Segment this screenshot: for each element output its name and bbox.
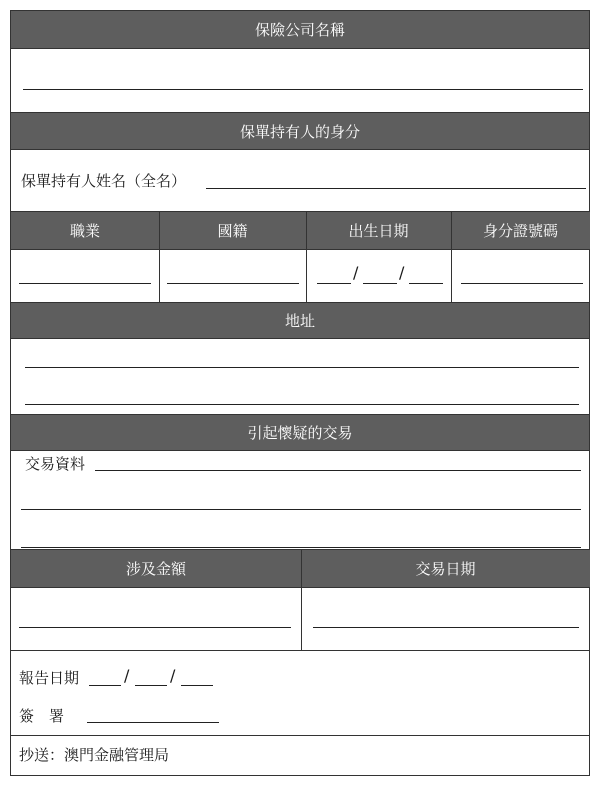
col-divider [451,212,452,302]
col-birthdate-header: 出生日期 [306,212,451,249]
cc-label: 抄送：澳門金融管理局 [19,746,170,764]
row-divider [11,249,589,250]
signature-field[interactable] [87,722,219,723]
birth-year-field[interactable] [409,283,443,284]
id-number-field[interactable] [461,283,583,284]
policyholder-header: 保單持有人的身分 [11,112,589,150]
date-slash: / [399,263,405,282]
insurer-name-line[interactable] [23,89,583,90]
date-slash: / [124,666,130,685]
address-line-1[interactable] [25,367,579,368]
policyholder-name-line[interactable] [206,188,586,189]
col-id-number-header: 身分證號碼 [451,212,590,249]
report-month-field[interactable] [135,685,167,686]
report-year-field[interactable] [181,685,213,686]
form-frame [10,10,590,776]
amount-header: 涉及金額 [11,550,301,587]
row-divider [11,650,589,651]
col-divider [306,212,307,302]
transaction-info-line-1[interactable] [95,470,581,471]
col-divider [301,550,302,650]
address-line-2[interactable] [25,404,579,405]
amount-field[interactable] [19,627,291,628]
policyholder-name-label: 保單持有人姓名（全名） [21,172,187,190]
address-header: 地址 [11,302,589,339]
birth-day-field[interactable] [317,283,351,284]
transaction-info-line-3[interactable] [21,547,581,548]
transaction-info-line-2[interactable] [21,509,581,510]
col-nationality-header: 國籍 [159,212,306,249]
report-day-field[interactable] [89,685,121,686]
transaction-date-field[interactable] [313,627,579,628]
transaction-date-header: 交易日期 [301,550,590,587]
col-divider [159,212,160,302]
nationality-field[interactable] [167,283,299,284]
col-occupation-header: 職業 [11,212,159,249]
occupation-field[interactable] [19,283,151,284]
row-divider [11,211,589,212]
insurer-header: 保險公司名稱 [11,11,589,49]
date-slash: / [170,666,176,685]
suspicious-transaction-header: 引起懷疑的交易 [11,414,589,451]
report-date-label: 報告日期 [19,669,80,687]
row-divider [11,587,589,588]
date-slash: / [353,263,359,282]
transaction-info-label: 交易資料 [25,455,86,473]
row-divider [11,735,589,736]
signature-label: 簽 署 [19,707,65,725]
birth-month-field[interactable] [363,283,397,284]
